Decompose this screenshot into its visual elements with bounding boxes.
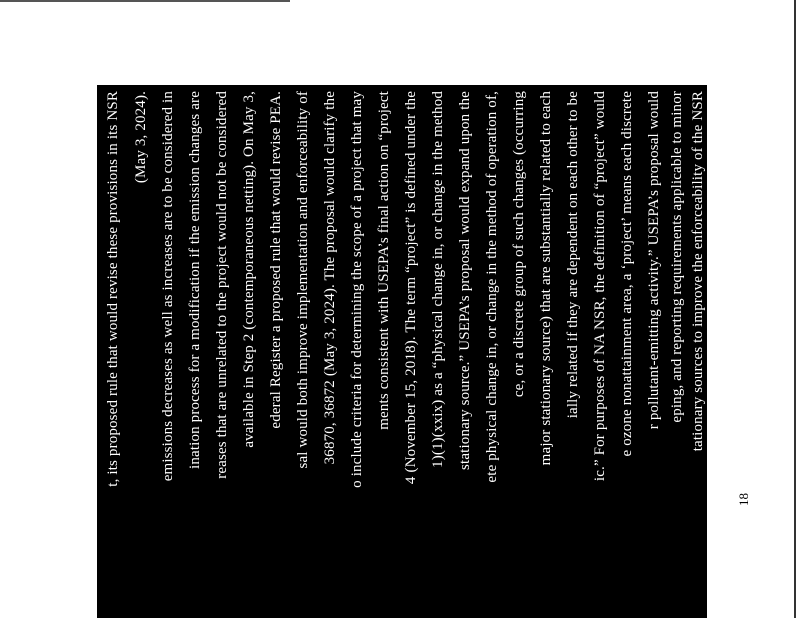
text-line: r pollutant-emitting activity.” USEPA’s proposal would [646,91,662,430]
text-line: 4 (November 15, 2018). The term “project” is defined under the [403,91,419,485]
text-line: (May 3, 2024). [133,91,149,184]
text-line: ments consistent with USEPA’s final action on “project [376,91,392,430]
top-rule [0,0,290,2]
rotated-scan-block [97,85,707,618]
text-line: 1)(1)(xxix) as a “physical change in, or change in the method [430,91,446,468]
right-border [794,0,796,618]
text-line: major stationary source) that are substantially related to each [538,91,554,466]
text-line: ination process for a modification if the emission changes are [187,91,203,469]
text-line: t, its proposed rule that would revise these provisions in its NSR [105,91,121,487]
text-line: o include criteria for determining the scope of a project that may [349,91,365,488]
text-line: available in Step 2 (contemporaneous netting). On May 3, [241,91,257,448]
text-line: sal would both improve implementation and enforceability of [295,91,311,469]
text-line: tationary sources to improve the enforceability of the NSR [690,91,706,452]
text-line: e ozone nonattainment area, a ‘project’ means each discrete [619,91,635,457]
text-line: reases that are unrelated to the project would not be considered [214,91,230,479]
text-line: stationary source.” USEPA’s proposal would expand upon the [457,91,473,470]
text-line: ce, or a discrete group of such changes (occurring [511,91,527,398]
text-line: ially related if they are dependent on each other to be [565,91,581,419]
rotated-text-column [97,85,707,618]
text-line: eping, and reporting requirements applicable to minor [669,91,685,423]
text-line: ete physical change in, or change in the method of operation of, [484,91,500,483]
text-line: ederal Register a proposed rule that would revise PEA. [268,91,284,429]
text-line: emissions decreases as well as increases are to be considered in [160,91,176,482]
page-number: 18 [736,493,751,506]
text-line: ic.” For purposes of NA NSR, the definition of “project” would [592,91,608,482]
text-line: 36870, 36872 (May 3, 2024). The proposal would clarify the [322,91,338,465]
